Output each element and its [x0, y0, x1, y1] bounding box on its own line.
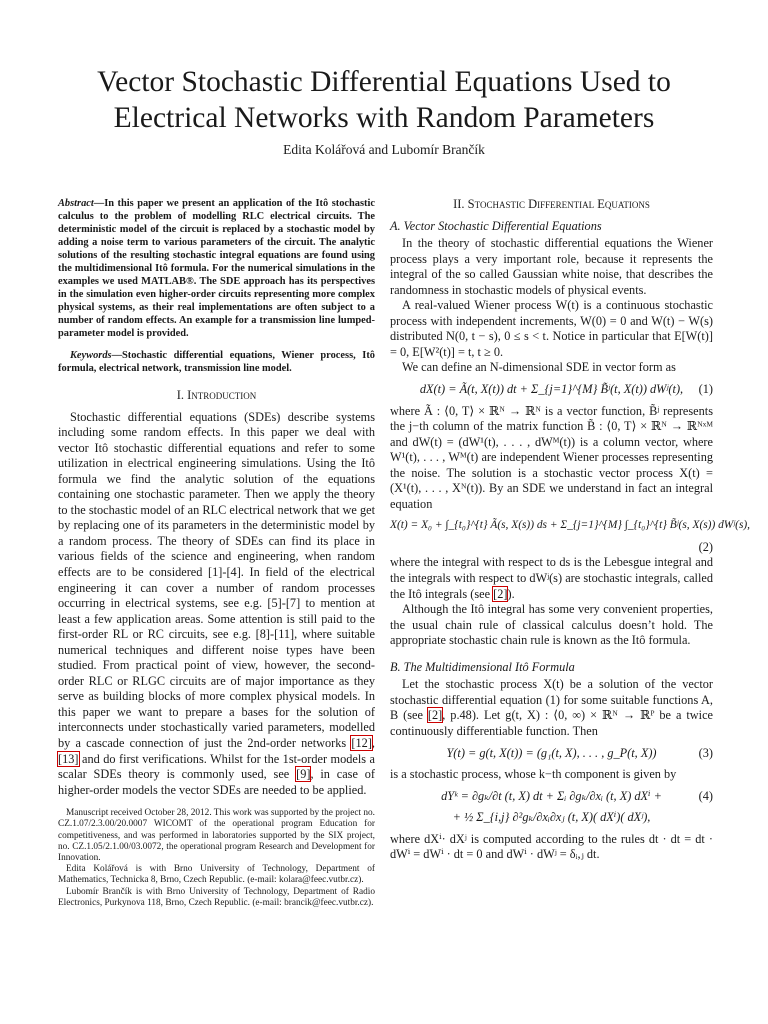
- paragraph-ito-chain-rule: Although the Itô integral has some very convenient properties, the usual chain rule of classical calculus doesn’t hold. The appropriate stochastic chain rule is known as the Itô formula.: [390, 602, 713, 648]
- equation-3: [390, 746, 713, 762]
- section-heading-sde: II. Stochastic Differential Equations: [453, 197, 650, 211]
- paragraph-ito-formula: [390, 677, 713, 739]
- subsection-heading-a: A. Vector Stochastic Differential Equations: [390, 218, 602, 233]
- intro-text-3: , in case of higher-order models the vector SDEs are needed to be applied.: [58, 767, 375, 797]
- ito-text-2: , p.48). Let g(t, X) : ⟨0, ∞) × ℝᴺ → ℝᴾ be a twice continuously differentiable function. Then: [390, 708, 713, 738]
- paragraph-kth-component: is a stochastic process, whose k−th component is given by: [390, 767, 677, 782]
- abstract-text: —In this paper we present an application of the Itô stochastic calculus to the problem of modelling RLC electrical circuits. The deterministic model of the circuit is replaced by a stochastic model by adding a noise term to various parameters of the circuit. The analytic solutions of the resulting stochastic integral equations are found using the multidimensional Itô formula. For the numerical simulations in the examples we used MATLAB®. The SDE approach has its perspectives in the simulation even higher-order circuits representing more complex physical systems, as their real implementations are often subject to a number of random effects. An example for a transmission line lumped-parameter model is provided.: [58, 198, 375, 339]
- citation-link-12[interactable]: [12]: [351, 736, 372, 751]
- intro-sep: ,: [371, 736, 375, 751]
- paragraph-wiener: In the theory of stochastic differential equations the Wiener process plays a very important role, because it represents the integral of the so called Gaussian white noise, that describes the randomness in stochastic models of physical events.: [390, 236, 713, 297]
- paper-authors: Edita Kolářová and Lubomír Brančík: [283, 142, 485, 157]
- paragraph-wiener-def: A real-valued Wiener process W(t) is a continuous stochastic process with independent increments, W(0) = 0 and W(t) − W(s) distributed N(0, t − s), 0 ≤ s < t. Notice in particular that E[W(t)] = 0, E[W²(t)] = t, t ≥ 0.: [390, 298, 713, 359]
- paragraph-define-sde: We can define an N-dimensional SDE in vector form as: [402, 360, 676, 375]
- footnote-manuscript: Manuscript received October 28, 2012. This work was supported by the project no. CZ.1.07/2.3.00/20.0007 WICOMT of the operational program Education for competitiveness, and was performed in laboratories supported by the SIX project, no. CZ.1.05/2.1.00/03.0072, the operational program Research and Development for Innovation.: [58, 808, 375, 864]
- equation-2-number: (2): [698, 539, 713, 554]
- keywords: [58, 349, 375, 375]
- paragraph-rules: where dXⁱ· dXʲ is computed according to the rules dt · dt = dt · dWⁱ = dWⁱ · dt = 0 and dWⁱ · dWʲ = δᵢ,ⱼ dt.: [390, 831, 713, 862]
- citation-link-13[interactable]: [13]: [58, 751, 79, 766]
- left-column: [58, 197, 375, 909]
- section-heading-introduction: I. Introduction: [176, 388, 257, 402]
- ito-text-1: Let the stochastic process X(t) be a solution of the vector stochastic differential equation (1) for some suitable functions A, B (see: [390, 677, 713, 723]
- paragraph-where-a: where Ã : ⟨0, T⟩ × ℝᴺ → ℝᴺ is a vector function, B̃ʲ represents the j−th column of the matrix function B̃ : ⟨0, T⟩ × ℝᴺ → ℝᴺˣᴹ and dW(t) = (dW¹(t), . . . , dWᴹ(t)) is a column vector, where W¹(t), . . . , Wᴹ(t) are independent Wiener processes representing the noise. The solution is a stochastic vector process X(t) = (X¹(t), . . . , Xᴺ(t)). By an SDE we understand in fact an integral equation: [390, 403, 713, 511]
- intro-text-2: and do first verifications. Whilst for the 1st-order models a scalar SDEs theory is commonly used, see: [58, 751, 375, 782]
- equation-4-body-2: + ½ Σ_{i,j} ∂²gₖ/∂xᵢ∂xⱼ (t, X)( dXⁱ)( dXʲ),: [452, 810, 651, 825]
- citation-link-2b[interactable]: [2]: [427, 708, 443, 723]
- equation-4-line-1: [390, 789, 713, 805]
- equation-2-body: X(t) = X₀ + ∫_{t₀}^{t} Ã(s, X(s)) ds + Σ_{j=1}^{M} ∫_{t₀}^{t} B̃ʲ(s, X(s)) dWʲ(s),: [390, 519, 751, 532]
- equation-3-number: (3): [698, 745, 713, 760]
- intro-text-1: Stochastic differential equations (SDEs) describe systems including some random effects. In this paper we deal with vector Itô stochastic differential equations and refer to some utilization in electrical engineering simulations. Using the Itô formula we find the analytic solution of the equations containing one stochastic parameter. Then we apply the theory to the stochastic model of an RLC electrical network that we get by replacing one of its parameters in the deterministic model by a random process. The theory of SDEs can find its place in various fields of the science and engineering, when random effects are to be considered [1]-[4]. In field of the electrical engineering it can cover a number of random processes occurring in electrical systems, see e.g. [5]-[7] to mention at least a few application areas. Some attention is still paid to the first-order RL or RC circuits, see e.g. [8]-[11], where suitable numerical techniques and different noise types have been studied. From practical point of view, however, the second-order RLC or RLGC circuits are of major importance as they serve as building blocks of more complex physical models. In this paper we want to prepare a bases for the solution of interconnects under stochastically varied parameters, modelled by a cascade connection of just the 2nd-order networks: [58, 409, 375, 751]
- paragraph-lebesgue: [390, 555, 713, 602]
- paper-title: Vector Stochastic Differential Equations Used to Electrical Networks with Random Parameters: [97, 66, 671, 134]
- right-column: [390, 197, 751, 863]
- abstract: [58, 197, 375, 340]
- equation-4-number: (4): [698, 788, 713, 803]
- footnote-author-2: Lubomír Brančík is with Brno University of Technology, Department of Radio Electronics, Purkynova 118, Brno, Czech Republic. (e-mail: brancik@feec.vutbr.cz).: [58, 886, 375, 908]
- lebesgue-text-2: ).: [507, 586, 515, 601]
- footnote-author-1: Edita Kolářová is with Brno University of Technology, Department of Mathematics, Technicka 8, Brno, Czech Republic. (e-mail: kolara@feec.vutbr.cz).: [58, 864, 375, 886]
- equation-1-number: (1): [698, 382, 713, 397]
- equation-4-body-1: dYᵏ = ∂gₖ/∂t (t, X) dt + Σᵢ ∂gₖ/∂xᵢ (t, X) dXⁱ +: [441, 788, 662, 803]
- footnotes: [58, 808, 375, 909]
- equation-1: [390, 382, 713, 398]
- keywords-text: —Stochastic differential equations, Wiener process, Itô formula, electrical network, transmission line model.: [58, 350, 375, 374]
- subsection-heading-b: B. The Multidimensional Itô Formula: [390, 659, 575, 674]
- equation-1-body: dX(t) = Ã(t, X(t)) dt + Σ_{j=1}^{M} B̃ʲ(t, X(t)) dWʲ(t),: [419, 382, 684, 397]
- citation-link-9[interactable]: [9]: [296, 767, 311, 782]
- equation-4-line-2: [390, 810, 713, 826]
- equation-3-body: Y(t) = g(t, X(t)) = (g₁(t, X), . . . , g_P(t, X)): [446, 745, 657, 760]
- keywords-lead: Keywords: [70, 350, 112, 361]
- abstract-lead: Abstract: [58, 198, 94, 209]
- intro-paragraph: [58, 410, 375, 799]
- lebesgue-text-1: where the integral with respect to ds is the Lebesgue integral and the integrals with respect to dWʲ(s) are stochastic integrals, called the Itô integrals (see: [390, 555, 713, 601]
- citation-link-2a[interactable]: [2]: [493, 586, 508, 601]
- equation-2: [390, 518, 751, 534]
